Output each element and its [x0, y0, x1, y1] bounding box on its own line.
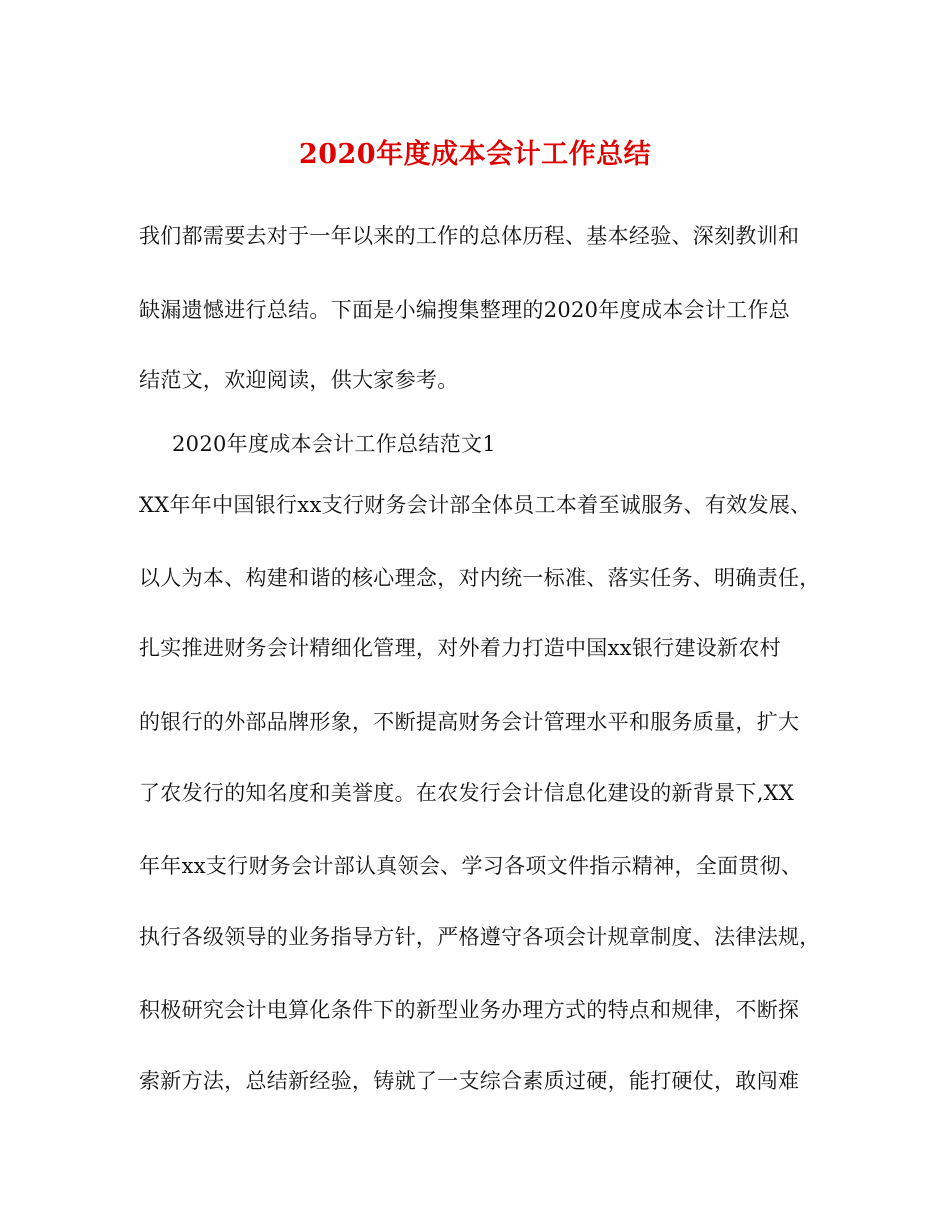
body-line-1: XX年年中国银行xx支行财务会计部全体员工本着至诚服务、有效发展、	[139, 493, 812, 517]
intro-line-3: 结范文，欢迎阅读，供大家参考。	[139, 368, 459, 392]
body-line-5: 了农发行的知名度和美誉度。在农发行会计信息化建设的新背景下,XX	[139, 781, 795, 805]
section-heading: 2020年度成本会计工作总结范文1	[172, 432, 496, 456]
body-line-7: 执行各级领导的业务指导方针，严格遵守各项会计规章制度、法律法规，	[139, 925, 821, 949]
body-line-3: 扎实推进财务会计精细化管理，对外着力打造中国xx银行建设新农村	[139, 636, 781, 660]
intro-line-2: 缺漏遗憾进行总结。下面是小编搜集整理的2020年度成本会计工作总	[139, 298, 791, 322]
document-title: 2020年度成本会计工作总结	[298, 139, 652, 170]
intro-line-1: 我们都需要去对于一年以来的工作的总体历程、基本经验、深刻教训和	[139, 224, 800, 248]
body-line-2: 以人为本、构建和谐的核心理念，对内统一标准、落实任务、明确责任，	[139, 566, 821, 590]
body-line-6: 年年xx支行财务会计部认真领会、学习各项文件指示精神，全面贯彻、	[139, 854, 803, 878]
body-line-9: 索新方法，总结新经验，铸就了一支综合素质过硬，能打硬仗，敢闯难	[139, 1069, 800, 1093]
body-line-8: 积极研究会计电算化条件下的新型业务办理方式的特点和规律，不断探	[139, 998, 800, 1022]
body-line-4: 的银行的外部品牌形象，不断提高财务会计管理水平和服务质量，扩大	[139, 710, 800, 734]
